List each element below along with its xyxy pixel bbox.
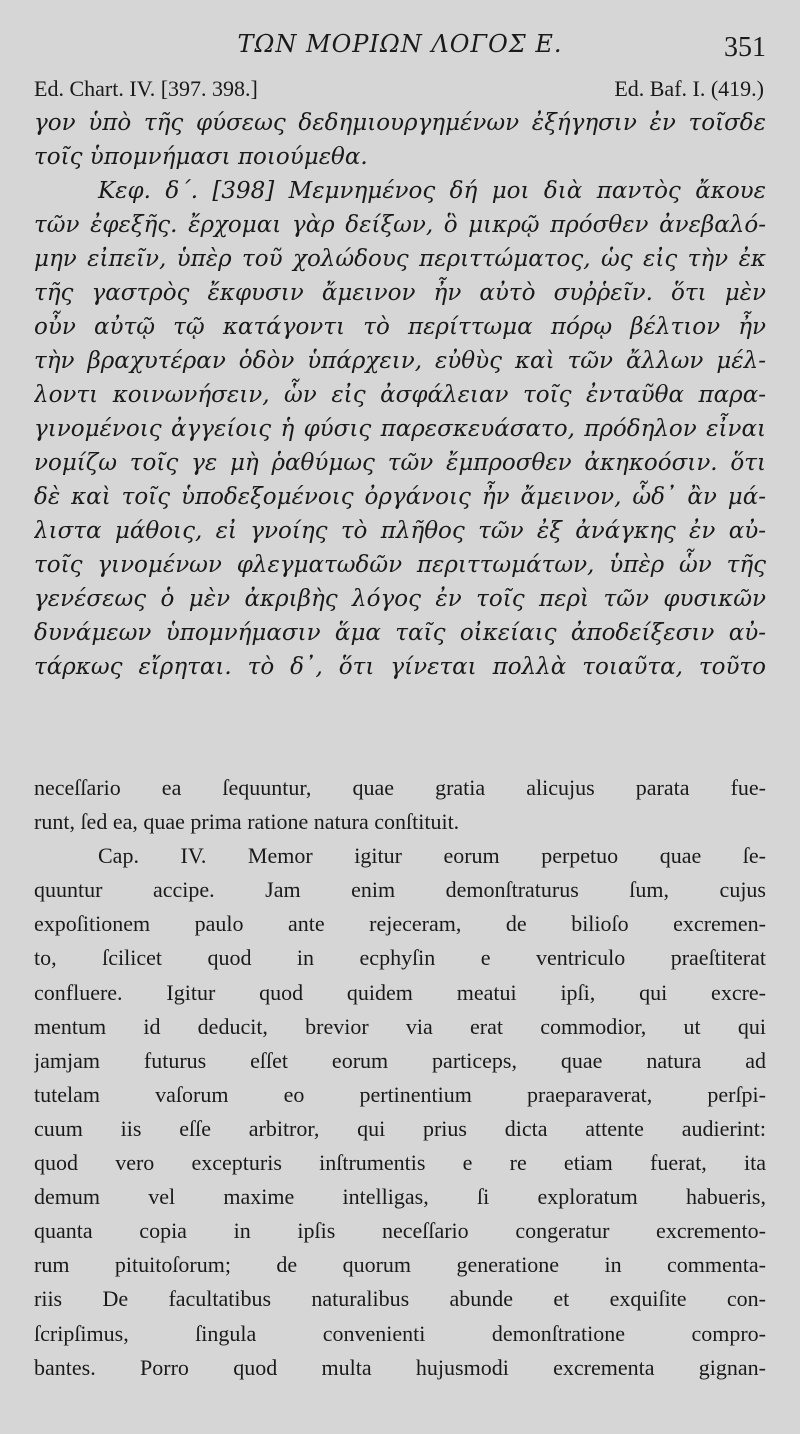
greek-line: δὲ καὶ τοῖς ὑποδεξομένοις ὀργάνοις ἦν ἄμεινον, ὧδ᾽ ἂν μά- (34, 484, 766, 510)
greek-line: νομίζω τοῖς γε μὴ ῥαθύμως τῶν ἔμπροσθεν ἀκηκοόσιν. ὅτι (34, 450, 766, 476)
latin-line: ſcripſimus, ſingula convenienti demonſtratione compro- (34, 1320, 766, 1346)
greek-line: οὖν αὐτῷ τῷ κατάγοντι τὸ περίττωμα πόρῳ βέλτιον ἦν (34, 314, 766, 340)
latin-line: to, ſcilicet quod in ecphyſin e ventriculo praeſtiterat (34, 945, 766, 971)
greek-line: τὴν βραχυτέραν ὁδὸν ὑπάρχειν, εὐθὺς καὶ τῶν ἄλλων μέλ- (34, 348, 766, 374)
latin-line: riis De facultatibus naturalibus abunde et exquiſite con- (34, 1286, 766, 1312)
latin-line: rum pituitoſorum; de quorum generatione in commenta- (34, 1252, 766, 1278)
latin-line: quod vero excepturis inſtrumentis e re etiam fuerat, ita (34, 1150, 766, 1176)
latin-line: demum vel maxime intelligas, ſi exploratum habueris, (34, 1184, 766, 1210)
greek-line: μην εἰπεῖν, ὑπὲρ τοῦ χολώδους περιττώματος, ὡς εἰς τὴν ἐκ (34, 246, 766, 272)
running-title: ΤΩΝ ΜΟΡΙΩΝ ΛΟΓΟΣ Ε. (237, 30, 563, 58)
greek-line: γον ὑπὸ τῆς φύσεως δεδημιουργημένων ἐξήγησιν ἐν τοῖσδε (34, 110, 766, 136)
latin-line: neceſſario ea ſequuntur, quae gratia alicujus parata fue- (34, 775, 766, 800)
greek-line: τοῖς ὑπομνήμασι ποιούμεθα. (34, 144, 368, 170)
greek-line: λοντι κοινωνήσειν, ὧν εἰς ἀσφάλειαν τοῖς ἐνταῦθα παρα- (34, 382, 766, 408)
greek-line: τῶν ἐφεξῆς. ἔρχομαι γὰρ δείξων, ὃ μικρῷ πρόσθεν ἀνεβαλό- (34, 212, 766, 238)
edition-reference-basel: Ed. Baf. I. (419.) (614, 76, 764, 101)
latin-line: Cap. IV. Memor igitur eorum perpetuo quae ſe- (98, 843, 766, 869)
greek-line: Κεφ. δ΄. [398] Μεμνημένος δή μοι διὰ παντὸς ἄκουε (98, 178, 766, 204)
latin-text-block (34, 771, 766, 1385)
latin-line: quuntur accipe. Jam enim demonſtraturus ſum, cujus (34, 877, 766, 903)
latin-line: runt, ſed ea, quae prima ratione natura conſtituit. (34, 809, 460, 835)
greek-text-block (34, 106, 766, 684)
greek-line: γινομένοις ἀγγείοις ἡ φύσις παρεσκευάσατο, πρόδηλον εἶναι (34, 416, 766, 442)
latin-line: jamjam futurus eſſet eorum particeps, quae natura ad (34, 1047, 766, 1073)
latin-line: expoſitionem paulo ante rejeceram, de bilioſo excremen- (34, 911, 766, 937)
latin-line: tutelam vaſorum eo pertinentium praeparaverat, perſpi- (34, 1081, 766, 1107)
greek-line: τοῖς γινομένων φλεγματωδῶν περιττωμάτων, ὑπὲρ ὧν τῆς (34, 552, 766, 578)
greek-line: τάρκως εἴρηται. τὸ δ᾽, ὅτι γίνεται πολλὰ τοιαῦτα, τοῦτο (34, 654, 766, 680)
latin-line: quanta copia in ipſis neceſſario congeratur excremento- (34, 1218, 766, 1244)
latin-line: mentum id deducit, brevior via erat commodior, ut qui (34, 1013, 766, 1039)
edition-reference-chartier: Ed. Chart. IV. [397. 398.] (34, 76, 258, 101)
latin-line: cuum iis eſſe arbitror, qui prius dicta attente audierint: (34, 1115, 766, 1141)
greek-line: γενέσεως ὁ μὲν ἀκριβὴς λόγος ἐν τοῖς περὶ τῶν φυσικῶν (34, 586, 766, 612)
latin-line: confluere. Igitur quod quidem meatui ipſi, qui excre- (34, 979, 766, 1005)
page-number: 351 (724, 32, 766, 63)
greek-line: δυνάμεων ὑπομνήμασιν ἅμα ταῖς οἰκείαις ἀποδείξεσιν αὐ- (34, 620, 766, 646)
latin-line: bantes. Porro quod multa hujusmodi excrementa gignan- (34, 1354, 766, 1380)
greek-line: λιστα μάθοις, εἰ γνοίης τὸ πλῆθος τῶν ἐξ ἀνάγκης ἐν αὐ- (34, 518, 766, 544)
greek-line: τῆς γαστρὸς ἔκφυσιν ἄμεινον ἦν αὐτὸ συῤῥεῖν. ὅτι μὲν (34, 280, 766, 306)
